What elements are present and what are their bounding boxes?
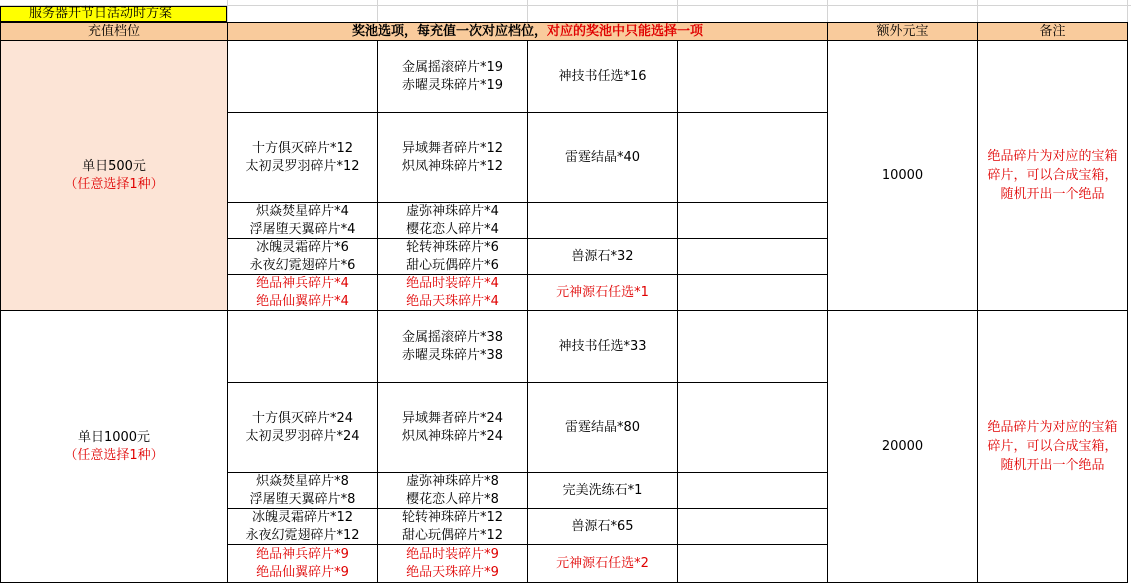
pool-cell[interactable] [377,472,528,509]
pool-item: 兽源石*32 [571,248,634,264]
pool-item: 神技书任选*33 [558,338,647,354]
pool-item: 永夜幻霓翅碎片*12 [245,527,360,543]
pool-item: 炽焱焚星碎片*8 [256,473,349,489]
pool-cell[interactable] [527,472,678,509]
pool-item: 甜心玩偶碎片*12 [401,527,504,543]
pool-item: 元神源石任选*1 [556,284,649,300]
pool-item: 元神源石任选*2 [556,555,649,571]
header-remark[interactable] [977,22,1128,41]
extra-value: 10000 [881,167,924,183]
pool-item: 绝品神兵碎片*4 [256,275,349,291]
header-recharge-label: 充值档位 [87,23,140,39]
pool-cell[interactable] [377,310,528,383]
tier-name: 单日500元 [82,158,146,174]
tier-cell[interactable] [0,310,228,583]
pool-cell[interactable] [227,310,378,383]
pool-cell[interactable] [377,238,528,275]
header-pool-suffix: 对应的奖池中只能选择一项 [547,23,704,39]
pool-cell[interactable] [677,472,828,509]
pool-cell[interactable] [227,274,378,311]
sheet-title[interactable]: 服务器开节日活动时方案 [0,6,227,22]
pool-cell[interactable] [527,40,678,113]
pool-item: 冰魄灵霜碎片*12 [251,509,354,525]
header-pool-prefix: 奖池选项，每充值一次对应档位， [351,23,547,39]
tier-choose: （任意选择1种） [64,176,164,192]
pool-item: 兽源石*65 [571,518,634,534]
pool-item: 雷霆结晶*80 [564,419,641,435]
pool-item: 绝品天珠碎片*9 [406,564,499,580]
pool-cell[interactable] [377,112,528,203]
pool-item: 浮屠堕天翼碎片*8 [249,491,356,507]
header-extra-label: 额外元宝 [876,23,929,39]
remark-text: 绝品碎片为对应的宝箱碎片，可以合成宝箱，随机开出一个绝品 [987,420,1118,473]
pool-item: 虚弥神珠碎片*4 [406,203,499,219]
pool-item: 十方俱灭碎片*12 [251,140,354,156]
header-recharge[interactable] [0,22,228,41]
pool-item: 太初灵罗羽碎片*12 [245,158,360,174]
pool-cell[interactable] [677,544,828,583]
header-pool[interactable] [227,22,828,41]
pool-cell[interactable] [227,472,378,509]
pool-item: 异域舞者碎片*24 [401,410,504,426]
extra-cell[interactable] [827,40,978,311]
pool-item: 绝品仙翼碎片*4 [256,293,349,309]
pool-item: 轮转神珠碎片*12 [401,509,504,525]
tier-choose: （任意选择1种） [64,447,164,463]
pool-cell[interactable] [227,382,378,473]
pool-item: 绝品神兵碎片*9 [256,546,349,562]
pool-cell[interactable] [227,112,378,203]
extra-value: 20000 [881,438,924,454]
pool-cell[interactable] [227,508,378,545]
pool-item: 雷霆结晶*40 [564,149,641,165]
header-extra[interactable] [827,22,978,41]
pool-item: 赤曜灵珠碎片*38 [401,347,504,363]
pool-item: 樱花恋人碎片*4 [406,221,499,237]
pool-item: 绝品时装碎片*4 [406,275,499,291]
pool-item: 炽凤神珠碎片*24 [401,428,504,444]
pool-item: 虚弥神珠碎片*8 [406,473,499,489]
tier-cell[interactable] [0,40,228,311]
header-remark-label: 备注 [1039,23,1066,39]
pool-item: 金属摇滚碎片*19 [401,59,504,75]
remark-text: 绝品碎片为对应的宝箱碎片，可以合成宝箱，随机开出一个绝品 [987,149,1118,202]
pool-item: 神技书任选*16 [558,68,647,84]
pool-item: 金属摇滚碎片*38 [401,329,504,345]
pool-item: 绝品天珠碎片*4 [406,293,499,309]
pool-cell[interactable] [527,112,678,203]
pool-cell[interactable] [377,544,528,583]
extra-cell[interactable] [827,310,978,583]
pool-cell[interactable] [677,112,828,203]
pool-cell[interactable] [527,382,678,473]
pool-item: 绝品仙翼碎片*9 [256,564,349,580]
pool-item: 永夜幻霓翅碎片*6 [249,257,356,273]
pool-cell[interactable] [227,544,378,583]
pool-cell[interactable] [377,202,528,239]
pool-cell[interactable] [677,274,828,311]
remark-cell[interactable] [977,310,1128,583]
pool-item: 完美洗练石*1 [562,482,643,498]
pool-item: 樱花恋人碎片*8 [406,491,499,507]
tier-name: 单日1000元 [77,429,151,445]
pool-item: 甜心玩偶碎片*6 [406,257,499,273]
pool-item: 十方俱灭碎片*24 [251,410,354,426]
pool-cell[interactable] [227,238,378,275]
pool-item: 冰魄灵霜碎片*6 [256,239,349,255]
pool-cell[interactable] [677,508,828,545]
pool-cell[interactable] [527,544,678,583]
pool-cell[interactable] [677,382,828,473]
pool-cell[interactable] [527,310,678,383]
pool-cell[interactable] [377,274,528,311]
pool-cell[interactable] [527,508,678,545]
pool-cell[interactable] [677,238,828,275]
pool-item: 异域舞者碎片*12 [401,140,504,156]
pool-cell[interactable] [527,202,678,239]
pool-cell[interactable] [377,382,528,473]
pool-cell[interactable] [377,508,528,545]
pool-cell[interactable] [527,238,678,275]
pool-item: 轮转神珠碎片*6 [406,239,499,255]
pool-cell[interactable] [227,202,378,239]
pool-item: 浮屠堕天翼碎片*4 [249,221,356,237]
pool-cell[interactable] [527,274,678,311]
pool-item: 炽凤神珠碎片*12 [401,158,504,174]
pool-cell[interactable] [677,202,828,239]
pool-cell[interactable] [227,40,378,113]
pool-item: 炽焱焚星碎片*4 [256,203,349,219]
remark-cell[interactable] [977,40,1128,311]
pool-cell[interactable] [677,40,828,113]
pool-item: 太初灵罗羽碎片*24 [245,428,360,444]
pool-cell[interactable] [677,310,828,383]
pool-item: 赤曜灵珠碎片*19 [401,77,504,93]
pool-cell[interactable] [377,40,528,113]
pool-item: 绝品时装碎片*9 [406,546,499,562]
